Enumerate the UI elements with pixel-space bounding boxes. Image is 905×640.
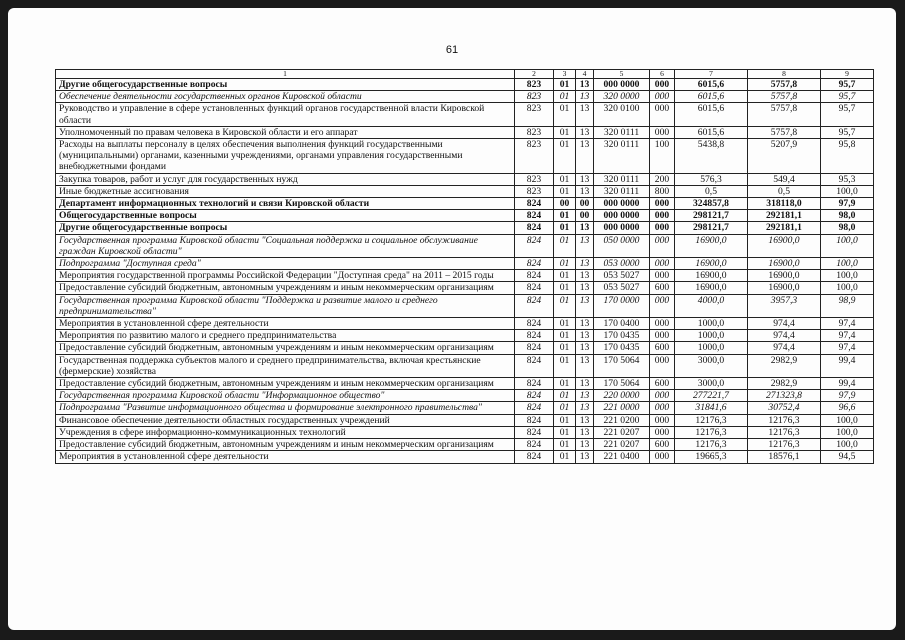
subsection-code: 13 <box>576 378 594 390</box>
subsection-code: 13 <box>576 270 594 282</box>
expenditure-name: Предоставление субсидий бюджетным, автономным учреждениям и иным некоммерческим организациям <box>56 282 515 294</box>
planned-amount: 12176,3 <box>675 414 748 426</box>
planned-amount: 12176,3 <box>675 439 748 451</box>
expenditure-name: Департамент информационных технологий и связи Кировской области <box>56 198 515 210</box>
expenditure-name: Предоставление субсидий бюджетным, автономным учреждениям и иным некоммерческим организациям <box>56 342 515 354</box>
department-code: 823 <box>515 79 554 91</box>
execution-percent: 97,4 <box>821 342 874 354</box>
actual-amount: 2982,9 <box>748 354 821 377</box>
actual-amount: 3957,3 <box>748 294 821 317</box>
document-page <box>8 8 896 630</box>
column-number: 3 <box>554 70 576 79</box>
target-item-code: 320 0111 <box>594 139 650 174</box>
execution-percent: 100,0 <box>821 414 874 426</box>
department-code: 824 <box>515 198 554 210</box>
table-row <box>56 342 874 354</box>
planned-amount: 298121,7 <box>675 210 748 222</box>
target-item-code: 053 5027 <box>594 270 650 282</box>
actual-amount: 974,4 <box>748 318 821 330</box>
planned-amount: 6015,6 <box>675 91 748 103</box>
department-code: 824 <box>515 210 554 222</box>
expenditure-name: Предоставление субсидий бюджетным, автономным учреждениям и иным некоммерческим организациям <box>56 378 515 390</box>
target-item-code: 221 0200 <box>594 414 650 426</box>
subsection-code: 13 <box>576 390 594 402</box>
department-code: 824 <box>515 258 554 270</box>
target-item-code: 000 0000 <box>594 222 650 234</box>
expense-type-code: 600 <box>650 378 675 390</box>
expenditure-name: Обеспечение деятельности государственных органов Кировской области <box>56 91 515 103</box>
table-row <box>56 318 874 330</box>
department-code: 823 <box>515 185 554 197</box>
execution-percent: 95,7 <box>821 79 874 91</box>
actual-amount: 12176,3 <box>748 426 821 438</box>
actual-amount: 549,4 <box>748 173 821 185</box>
column-number: 8 <box>748 70 821 79</box>
table-row <box>56 103 874 126</box>
section-code: 01 <box>554 426 576 438</box>
execution-percent: 96,6 <box>821 402 874 414</box>
subsection-code: 13 <box>576 451 594 463</box>
section-code: 01 <box>554 91 576 103</box>
expense-type-code: 600 <box>650 439 675 451</box>
target-item-code: 170 0435 <box>594 342 650 354</box>
actual-amount: 2982,9 <box>748 378 821 390</box>
target-item-code: 220 0000 <box>594 390 650 402</box>
planned-amount: 16900,0 <box>675 270 748 282</box>
subsection-code: 13 <box>576 354 594 377</box>
expense-type-code: 000 <box>650 222 675 234</box>
column-number: 9 <box>821 70 874 79</box>
department-code: 824 <box>515 354 554 377</box>
section-code: 01 <box>554 234 576 257</box>
section-code: 01 <box>554 210 576 222</box>
expense-type-code: 100 <box>650 139 675 174</box>
table-row <box>56 185 874 197</box>
section-code: 00 <box>554 198 576 210</box>
target-item-code: 320 0111 <box>594 173 650 185</box>
target-item-code: 170 0435 <box>594 330 650 342</box>
department-code: 824 <box>515 234 554 257</box>
department-code: 824 <box>515 282 554 294</box>
expense-type-code: 000 <box>650 79 675 91</box>
table-row <box>56 354 874 377</box>
department-code: 824 <box>515 330 554 342</box>
subsection-code: 13 <box>576 426 594 438</box>
actual-amount: 12176,3 <box>748 439 821 451</box>
department-code: 824 <box>515 402 554 414</box>
subsection-code: 13 <box>576 282 594 294</box>
department-code: 824 <box>515 426 554 438</box>
execution-percent: 95,7 <box>821 103 874 126</box>
table-row <box>56 294 874 317</box>
section-code: 01 <box>554 185 576 197</box>
section-code: 01 <box>554 451 576 463</box>
expense-type-code: 000 <box>650 234 675 257</box>
planned-amount: 576,3 <box>675 173 748 185</box>
subsection-code: 13 <box>576 318 594 330</box>
table-row <box>56 91 874 103</box>
actual-amount: 974,4 <box>748 330 821 342</box>
actual-amount: 18576,1 <box>748 451 821 463</box>
subsection-code: 13 <box>576 185 594 197</box>
expenditure-name: Подпрограмма "Доступная среда" <box>56 258 515 270</box>
expense-type-code: 000 <box>650 426 675 438</box>
table-row <box>56 414 874 426</box>
expense-type-code: 000 <box>650 414 675 426</box>
actual-amount: 318118,0 <box>748 198 821 210</box>
subsection-code: 13 <box>576 414 594 426</box>
expense-type-code: 000 <box>650 318 675 330</box>
column-number: 7 <box>675 70 748 79</box>
section-code: 01 <box>554 222 576 234</box>
execution-percent: 98,0 <box>821 210 874 222</box>
target-item-code: 000 0000 <box>594 79 650 91</box>
section-code: 01 <box>554 282 576 294</box>
expenditure-name: Государственная программа Кировской области "Поддержка и развитие малого и среднего предпринимательства" <box>56 294 515 317</box>
section-code: 01 <box>554 79 576 91</box>
execution-percent: 94,5 <box>821 451 874 463</box>
target-item-code: 170 5064 <box>594 354 650 377</box>
execution-percent: 97,4 <box>821 330 874 342</box>
expense-type-code: 000 <box>650 126 675 138</box>
expenditure-name: Учреждения в сфере информационно-коммуникационных технологий <box>56 426 515 438</box>
expenditure-name: Закупка товаров, работ и услуг для государственных нужд <box>56 173 515 185</box>
planned-amount: 16900,0 <box>675 282 748 294</box>
department-code: 824 <box>515 390 554 402</box>
actual-amount: 5757,8 <box>748 126 821 138</box>
column-number: 4 <box>576 70 594 79</box>
subsection-code: 13 <box>576 330 594 342</box>
department-code: 823 <box>515 126 554 138</box>
header-row <box>56 70 874 79</box>
planned-amount: 16900,0 <box>675 258 748 270</box>
subsection-code: 13 <box>576 342 594 354</box>
execution-percent: 99,4 <box>821 354 874 377</box>
table-row <box>56 330 874 342</box>
column-number: 2 <box>515 70 554 79</box>
section-code: 01 <box>554 354 576 377</box>
actual-amount: 5207,9 <box>748 139 821 174</box>
table-row <box>56 79 874 91</box>
expense-type-code: 000 <box>650 354 675 377</box>
department-code: 823 <box>515 173 554 185</box>
expenditure-name: Мероприятия в установленной сфере деятельности <box>56 451 515 463</box>
subsection-code: 13 <box>576 258 594 270</box>
expenditure-name: Другие общегосударственные вопросы <box>56 222 515 234</box>
actual-amount: 12176,3 <box>748 414 821 426</box>
actual-amount: 0,5 <box>748 185 821 197</box>
expense-type-code: 000 <box>650 210 675 222</box>
department-code: 824 <box>515 270 554 282</box>
target-item-code: 221 0207 <box>594 426 650 438</box>
target-item-code: 221 0207 <box>594 439 650 451</box>
actual-amount: 5757,8 <box>748 79 821 91</box>
target-item-code: 000 0000 <box>594 210 650 222</box>
expenditure-name: Государственная программа Кировской области "Информационное общество" <box>56 390 515 402</box>
planned-amount: 6015,6 <box>675 103 748 126</box>
table-row <box>56 173 874 185</box>
subsection-code: 13 <box>576 91 594 103</box>
section-code: 01 <box>554 390 576 402</box>
table-row <box>56 210 874 222</box>
actual-amount: 292181,1 <box>748 210 821 222</box>
execution-percent: 100,0 <box>821 439 874 451</box>
section-code: 01 <box>554 270 576 282</box>
section-code: 01 <box>554 439 576 451</box>
department-code: 824 <box>515 451 554 463</box>
actual-amount: 30752,4 <box>748 402 821 414</box>
expense-type-code: 000 <box>650 294 675 317</box>
expenditure-name: Уполномоченный по правам человека в Кировской области и его аппарат <box>56 126 515 138</box>
planned-amount: 4000,0 <box>675 294 748 317</box>
target-item-code: 221 0000 <box>594 402 650 414</box>
expense-type-code: 000 <box>650 451 675 463</box>
subsection-code: 13 <box>576 139 594 174</box>
department-code: 823 <box>515 139 554 174</box>
target-item-code: 221 0400 <box>594 451 650 463</box>
subsection-code: 13 <box>576 173 594 185</box>
department-code: 824 <box>515 439 554 451</box>
actual-amount: 974,4 <box>748 342 821 354</box>
expenditure-name: Мероприятия государственной программы Российской Федерации "Доступная среда" на 2011 – 2015 годы <box>56 270 515 282</box>
table-row <box>56 390 874 402</box>
execution-percent: 100,0 <box>821 185 874 197</box>
planned-amount: 1000,0 <box>675 330 748 342</box>
execution-percent: 100,0 <box>821 426 874 438</box>
table-row <box>56 451 874 463</box>
planned-amount: 277221,7 <box>675 390 748 402</box>
execution-percent: 97,4 <box>821 318 874 330</box>
column-number: 1 <box>56 70 515 79</box>
expense-type-code: 000 <box>650 103 675 126</box>
expenditure-name: Мероприятия по развитию малого и среднего предпринимательства <box>56 330 515 342</box>
subsection-code: 13 <box>576 294 594 317</box>
expense-type-code: 600 <box>650 282 675 294</box>
column-number: 6 <box>650 70 675 79</box>
execution-percent: 100,0 <box>821 282 874 294</box>
expense-type-code: 000 <box>650 258 675 270</box>
execution-percent: 95,8 <box>821 139 874 174</box>
expenditure-name: Иные бюджетные ассигнования <box>56 185 515 197</box>
column-number: 5 <box>594 70 650 79</box>
subsection-code: 13 <box>576 402 594 414</box>
department-code: 824 <box>515 222 554 234</box>
planned-amount: 6015,6 <box>675 79 748 91</box>
department-code: 824 <box>515 342 554 354</box>
subsection-code: 00 <box>576 210 594 222</box>
execution-percent: 97,9 <box>821 390 874 402</box>
subsection-code: 13 <box>576 126 594 138</box>
section-code: 01 <box>554 330 576 342</box>
actual-amount: 271323,8 <box>748 390 821 402</box>
expense-type-code: 000 <box>650 390 675 402</box>
planned-amount: 6015,6 <box>675 126 748 138</box>
section-code: 01 <box>554 173 576 185</box>
table-row <box>56 234 874 257</box>
table-row <box>56 282 874 294</box>
expense-type-code: 000 <box>650 198 675 210</box>
planned-amount: 1000,0 <box>675 318 748 330</box>
expenditure-name: Мероприятия в установленной сфере деятельности <box>56 318 515 330</box>
planned-amount: 298121,7 <box>675 222 748 234</box>
planned-amount: 3000,0 <box>675 378 748 390</box>
execution-percent: 100,0 <box>821 234 874 257</box>
table-row <box>56 402 874 414</box>
planned-amount: 19665,3 <box>675 451 748 463</box>
execution-percent: 99,4 <box>821 378 874 390</box>
execution-percent: 100,0 <box>821 270 874 282</box>
planned-amount: 1000,0 <box>675 342 748 354</box>
planned-amount: 12176,3 <box>675 426 748 438</box>
planned-amount: 324857,8 <box>675 198 748 210</box>
page-number: 61 <box>445 44 459 56</box>
department-code: 824 <box>515 378 554 390</box>
expense-type-code: 600 <box>650 342 675 354</box>
department-code: 823 <box>515 91 554 103</box>
section-code: 01 <box>554 294 576 317</box>
expenditure-name: Расходы на выплаты персоналу в целях обеспечения выполнения функций государственными (муниципальными) органами, казенными учреждениями, органами управления государственными внебюджетными фондами <box>56 139 515 174</box>
execution-percent: 98,9 <box>821 294 874 317</box>
actual-amount: 292181,1 <box>748 222 821 234</box>
section-code: 01 <box>554 414 576 426</box>
expenditure-name: Государственная поддержка субъектов малого и среднего предпринимательства, включая крестьянские (фермерские) хозяйства <box>56 354 515 377</box>
department-code: 823 <box>515 103 554 126</box>
section-code: 01 <box>554 342 576 354</box>
actual-amount: 5757,8 <box>748 91 821 103</box>
section-code: 01 <box>554 139 576 174</box>
target-item-code: 170 5064 <box>594 378 650 390</box>
target-item-code: 320 0111 <box>594 185 650 197</box>
department-code: 824 <box>515 318 554 330</box>
actual-amount: 16900,0 <box>748 258 821 270</box>
execution-percent: 97,9 <box>821 198 874 210</box>
actual-amount: 5757,8 <box>748 103 821 126</box>
table-row <box>56 222 874 234</box>
table-row <box>56 439 874 451</box>
target-item-code: 050 0000 <box>594 234 650 257</box>
table-row <box>56 126 874 138</box>
expense-type-code: 000 <box>650 91 675 103</box>
subsection-code: 13 <box>576 439 594 451</box>
execution-percent: 95,7 <box>821 126 874 138</box>
section-code: 01 <box>554 103 576 126</box>
actual-amount: 16900,0 <box>748 282 821 294</box>
planned-amount: 16900,0 <box>675 234 748 257</box>
table-row <box>56 426 874 438</box>
expense-type-code: 000 <box>650 330 675 342</box>
target-item-code: 170 0400 <box>594 318 650 330</box>
expenditure-name: Предоставление субсидий бюджетным, автономным учреждениям и иным некоммерческим организациям <box>56 439 515 451</box>
planned-amount: 5438,8 <box>675 139 748 174</box>
execution-percent: 95,3 <box>821 173 874 185</box>
expenditure-name: Руководство и управление в сфере установленных функций органов государственной власти Кировской области <box>56 103 515 126</box>
subsection-code: 13 <box>576 234 594 257</box>
section-code: 01 <box>554 378 576 390</box>
target-item-code: 320 0000 <box>594 91 650 103</box>
target-item-code: 053 5027 <box>594 282 650 294</box>
expense-type-code: 000 <box>650 270 675 282</box>
target-item-code: 053 0000 <box>594 258 650 270</box>
target-item-code: 000 0000 <box>594 198 650 210</box>
table-row <box>56 258 874 270</box>
planned-amount: 3000,0 <box>675 354 748 377</box>
expenditure-name: Финансовое обеспечение деятельности областных государственных учреждений <box>56 414 515 426</box>
planned-amount: 31841,6 <box>675 402 748 414</box>
expenditure-name: Другие общегосударственные вопросы <box>56 79 515 91</box>
department-code: 824 <box>515 414 554 426</box>
execution-percent: 100,0 <box>821 258 874 270</box>
section-code: 01 <box>554 126 576 138</box>
table-row <box>56 378 874 390</box>
table-row <box>56 270 874 282</box>
subsection-code: 13 <box>576 79 594 91</box>
expense-type-code: 000 <box>650 402 675 414</box>
table-row <box>56 198 874 210</box>
target-item-code: 170 0000 <box>594 294 650 317</box>
department-code: 824 <box>515 294 554 317</box>
budget-table <box>55 69 874 464</box>
expenditure-name: Государственная программа Кировской области "Социальная поддержка и социальное обслуживание граждан Кировской области" <box>56 234 515 257</box>
target-item-code: 320 0111 <box>594 126 650 138</box>
execution-percent: 98,0 <box>821 222 874 234</box>
subsection-code: 13 <box>576 222 594 234</box>
execution-percent: 95,7 <box>821 91 874 103</box>
section-code: 01 <box>554 318 576 330</box>
expenditure-name: Общегосударственные вопросы <box>56 210 515 222</box>
actual-amount: 16900,0 <box>748 234 821 257</box>
planned-amount: 0,5 <box>675 185 748 197</box>
expenditure-name: Подпрограмма "Развитие информационного общества и формирование электронного правительства" <box>56 402 515 414</box>
subsection-code: 00 <box>576 198 594 210</box>
expense-type-code: 200 <box>650 173 675 185</box>
expense-type-code: 800 <box>650 185 675 197</box>
table-row <box>56 139 874 174</box>
section-code: 01 <box>554 402 576 414</box>
actual-amount: 16900,0 <box>748 270 821 282</box>
subsection-code: 13 <box>576 103 594 126</box>
section-code: 01 <box>554 258 576 270</box>
target-item-code: 320 0100 <box>594 103 650 126</box>
